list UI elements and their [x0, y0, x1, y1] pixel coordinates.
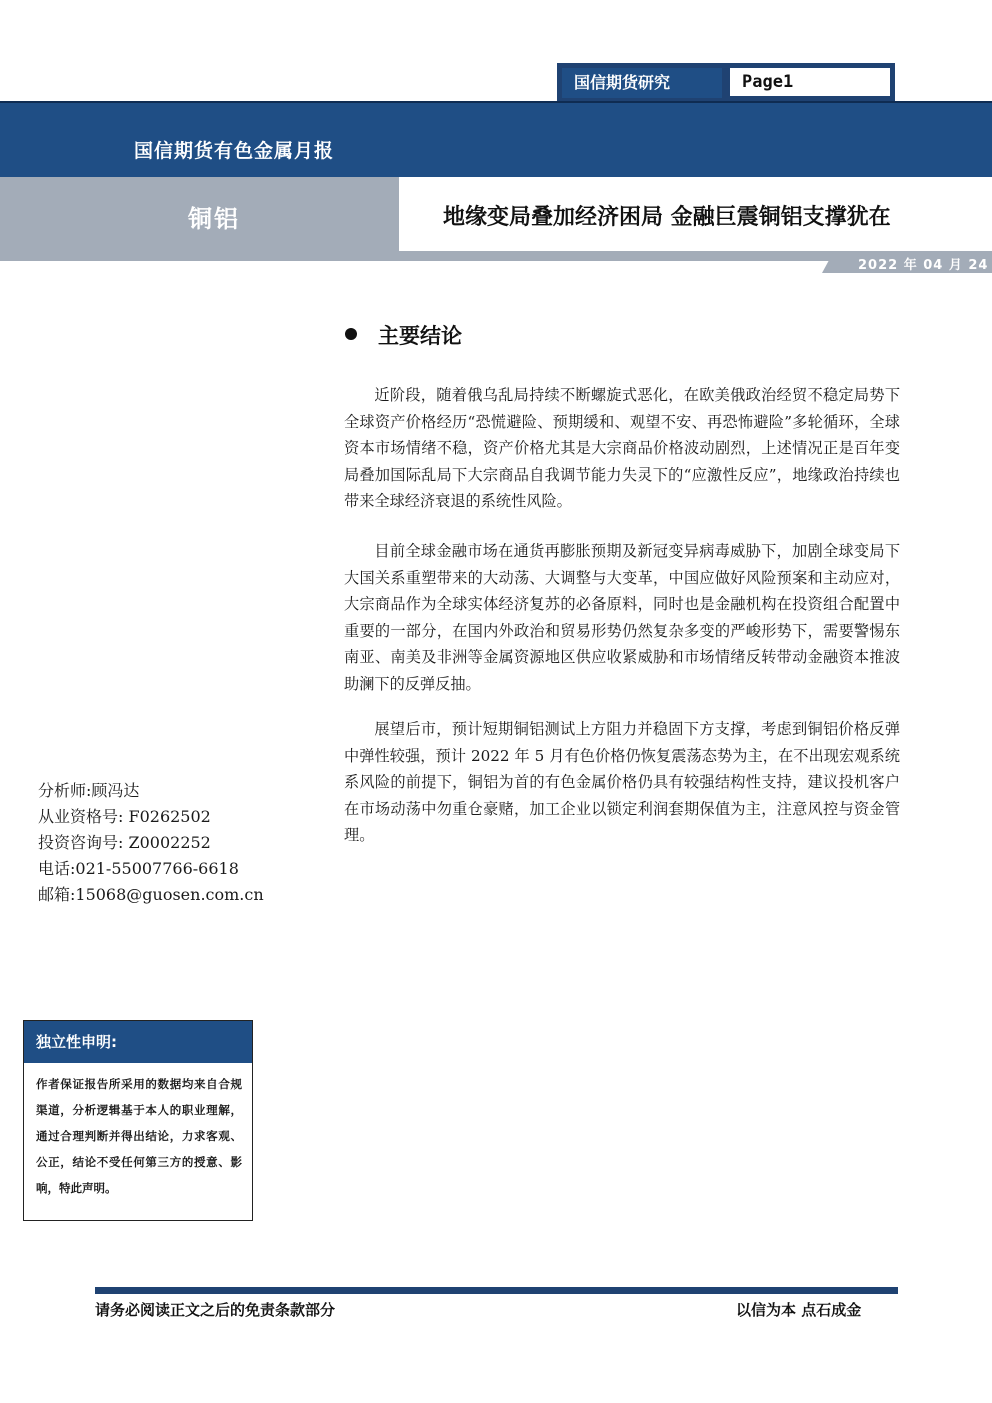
statement-body: 作者保证报告所采用的数据均来自合规渠道，分析逻辑基于本人的职业理解，通过合理判断并得出结论，力求客观、公正，结论不受任何第三方的授意、影响，特此声明。: [36, 1077, 242, 1195]
analyst-name: 分析师:顾冯达: [38, 781, 140, 800]
bullet-icon: [345, 328, 357, 340]
research-label: 国信期货研究: [562, 68, 722, 98]
analyst-email: 邮箱:15068@guosen.com.cn: [38, 885, 264, 904]
independence-statement: [23, 1020, 253, 1221]
footer-slogan: 以信为本 点石成金: [736, 1301, 862, 1319]
paragraph-2: 目前全球金融市场在通货再膨胀预期及新冠变异病毒威胁下，加剧全球变局下大国关系重塑带来的大动荡、大调整与大变革，中国应做好风险预案和主动应对，大宗商品作为全球实体经济复苏的必备原料，同时也是金融机构在投资组合配置中重要的一部分，在国内外政治和贸易形势仍然复杂多变的严峻形势下，需要警惕东南亚、南美及非洲等金属资源地区供应收紧威胁和市场情绪反转带动金融资本推波助澜下的反弹反抽。: [344, 542, 900, 693]
report-date: 2022 年 04 月 24 日: [858, 258, 989, 292]
analyst-advisory: 投资咨询号: Z0002252: [38, 833, 211, 852]
footer-divider: [95, 1287, 898, 1294]
analyst-info: [38, 778, 264, 908]
page-title: 地缘变局叠加经济困局 金融巨震铜铝支撑犹在: [443, 204, 891, 230]
section-title: 主要结论: [378, 323, 462, 348]
statement-title: 独立性申明:: [24, 1021, 252, 1063]
report-name: 国信期货有色金属月报: [134, 140, 335, 162]
footer-disclaimer: 请务必阅读正文之后的免责条款部分: [95, 1301, 336, 1319]
commodity-label: 铜铝: [188, 205, 240, 233]
paragraph-1: 近阶段，随着俄乌乱局持续不断螺旋式恶化，在欧美俄政治经贸不稳定局势下全球资产价格经历“恐慌避险、预期缓和、观望不安、再恐怖避险”多轮循环，全球资本市场情绪不稳，资产价格尤其是大宗商品价格波动剧烈，上述情况正是百年变局叠加国际乱局下大宗商品自我调节能力失灵下的“应激性反应”，地缘政治持续也带来全球经济衰退的系统性风险。: [344, 386, 900, 510]
analyst-phone: 电话:021-55007766-6618: [38, 859, 239, 878]
analyst-qualification: 从业资格号: F0262502: [38, 807, 211, 826]
page-number: Page1: [728, 66, 892, 98]
paragraph-3: 展望后市，预计短期铜铝测试上方阻力并稳固下方支撑，考虑到铜铝价格反弹中弹性较强，预计 2022 年 5 月有色价格仍恢复震荡态势为主，在不出现宏观系统系风险的前提下，铜铝为首的有色金属价格仍具有较强结构性支持，建议投机客户在市场动荡中勿重仓豪赌，加工企业以锁定利润套期保值为主，注意风控与资金管理。: [344, 720, 900, 844]
